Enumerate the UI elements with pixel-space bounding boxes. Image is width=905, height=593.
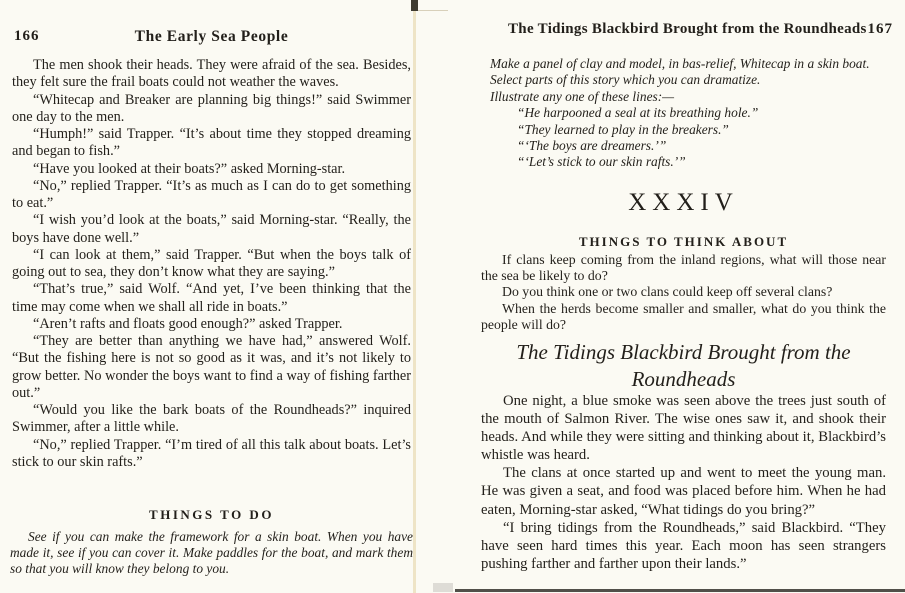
body-paragraph: “Would you like the bark boats of the Roundheads?” inquired Swimmer, after a little while. xyxy=(12,402,411,436)
instruction-line: Select parts of this story which you can dramatize. xyxy=(490,72,761,88)
story-paragraph: The clans at once started up and went to meet the young man. He was given a seat, and food was placed before him. When he had eaten, Morning-star asked, “What tidings do you bring?” xyxy=(481,465,886,518)
story-title xyxy=(481,339,886,393)
scan-artifact-line xyxy=(418,10,448,11)
things-to-think-about-heading: THINGS TO THINK ABOUT xyxy=(578,234,789,249)
question-paragraph: Do you think one or two clans could keep off several clans? xyxy=(502,284,833,300)
quoted-line: “He harpooned a seal at its breathing hole.” xyxy=(517,105,759,121)
page-edge-shadow xyxy=(455,589,905,592)
right-page-header xyxy=(481,21,893,41)
left-page-body xyxy=(12,57,411,471)
gutter-dark-mark xyxy=(411,0,418,11)
body-paragraph: “Whitecap and Breaker are planning big things!” said Swimmer one day to the men. xyxy=(12,91,411,125)
left-running-title: The Early Sea People xyxy=(134,28,289,45)
instructions-block xyxy=(490,56,890,171)
body-paragraph: “I can look at them,” said Trapper. “But when the boys talk of going out to sea, they don’t know what they are saying.” xyxy=(12,246,411,280)
body-paragraph: “I wish you’d look at the boats,” said Morning-star. “Really, the boys have done well.” xyxy=(12,212,411,246)
left-page-number: 166 xyxy=(14,28,40,44)
chapter-number: XXXIV xyxy=(628,189,739,216)
story-title-line: Roundheads xyxy=(631,367,736,391)
instruction-line: Make a panel of clay and model, in bas-relief, Whitecap in a skin boat. xyxy=(490,56,870,71)
story-paragraph: One night, a blue smoke was seen above the trees just south of the mouth of Salmon River. The wise ones saw it, and shook their heads. And while they were sitting and thinking about it, Blackbird’s whistle was heard. xyxy=(481,393,886,464)
body-paragraph: “No,” replied Trapper. “It’s as much as I can do to get something to eat.” xyxy=(12,177,411,211)
question-paragraph: If clans keep coming from the inland regions, what will those near the sea be likely to do? xyxy=(481,252,886,284)
body-paragraph: “They are better than anything we have had,” answered Wolf. “But the fishing here is not so good as it was, and it’s not likely to grow better. No wonder the boys want to find a way of fishing farther out.” xyxy=(12,333,411,401)
quoted-line: “‘The boys are dreamers.’” xyxy=(517,138,667,154)
body-paragraph: The men shook their heads. They were afraid of the sea. Besides, they felt sure the frail boats could not weather the waves. xyxy=(12,57,411,91)
question-paragraph: When the herds become smaller and smaller, what do you think the people will do? xyxy=(481,300,886,332)
body-paragraph: “Aren’t rafts and floats good enough?” asked Trapper. xyxy=(33,315,343,332)
exercise-text-block xyxy=(10,529,413,578)
things-to-do-heading: THINGS TO DO xyxy=(149,507,274,522)
story-title-line: The Tidings Blackbird Brought from the xyxy=(516,340,851,364)
questions-block xyxy=(481,252,886,333)
scan-artifact-smudge xyxy=(433,583,453,592)
right-running-title: The Tidings Blackbird Brought from the Roundheads xyxy=(508,21,867,37)
body-paragraph: “That’s true,” said Wolf. “And yet, I’ve been thinking that the time may come when we shall all ride in boats.” xyxy=(12,281,411,315)
quoted-line: “‘Let’s stick to our skin rafts.’” xyxy=(517,154,686,170)
body-paragraph: “Have you looked at their boats?” asked Morning-star. xyxy=(33,160,346,177)
story-body xyxy=(481,392,886,573)
right-page-number: 167 xyxy=(867,21,893,37)
story-paragraph: “I bring tidings from the Roundheads,” said Blackbird. “They have seen hard times this year. Each moon has seen strangers pushing farther and farther upon their lands.” xyxy=(481,519,886,572)
body-paragraph: “Humph!” said Trapper. “It’s about time they stopped dreaming and began to fish.” xyxy=(12,126,411,160)
left-page-header xyxy=(12,28,411,48)
gutter-shadow xyxy=(413,0,416,593)
exercise-text: See if you can make the framework for a skin boat. When you have made it, see if you can cover it. Make paddles for the boat, and mark them so that you will know they belong to you. xyxy=(10,529,413,577)
quoted-line: “They learned to play in the breakers.” xyxy=(517,121,729,137)
instruction-line: Illustrate any one of these lines:— xyxy=(490,88,675,104)
body-paragraph: “No,” replied Trapper. “I’m tired of all this talk about boats. Let’s stick to our skin rafts.” xyxy=(12,436,411,470)
